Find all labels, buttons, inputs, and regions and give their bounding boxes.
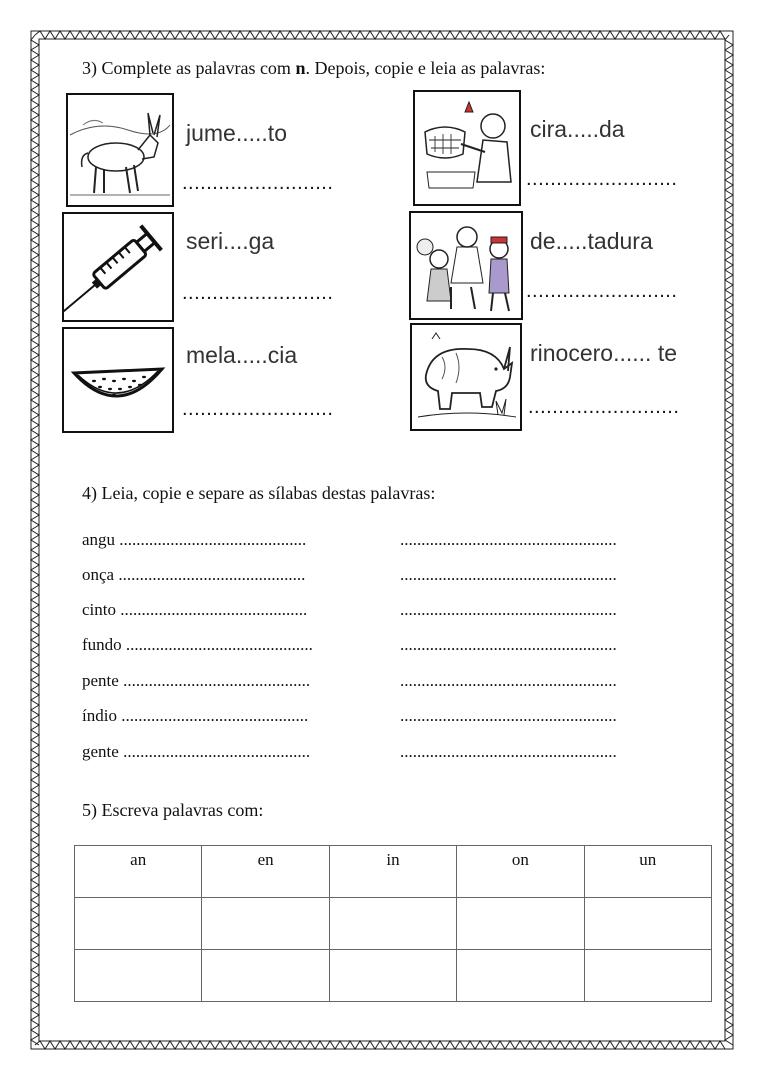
question-3-title [82,58,545,79]
table-header-cell: in [329,846,456,898]
table-row [75,898,712,950]
question-3-bold-letter: n [295,58,306,78]
table-cell[interactable] [457,898,584,950]
watermelon-picture [62,327,174,433]
answer-line: ......................... [526,168,678,190]
answer-line: ......................... [526,280,678,302]
syllable-row-left: angu ............................................ [82,530,307,549]
table-header-row [75,846,712,898]
syllable-row-left: pente ............................................ [82,671,311,690]
word-ciranda: cira.....da [530,116,625,142]
syllable-row-left: gente ............................................ [82,742,311,761]
word-seringa: seri....ga [186,228,275,254]
answer-line: ......................... [182,398,334,420]
answer-line: ......................... [182,172,334,194]
answer-line: ......................... [182,282,334,304]
dentist-picture [413,90,521,206]
syllable-row-right: ................................................... [400,565,617,584]
syllable-row-right: ................................................... [400,600,617,619]
table-header-cell: an [75,846,202,898]
syllable-row-left: fundo ............................................ [82,635,313,654]
syllable-row-right: ................................................... [400,742,617,761]
children-picture [409,211,523,320]
question-4-title: 4) Leia, copie e separe as sílabas destas palavras: [82,483,436,503]
syringe-picture [62,212,174,322]
table-row [75,950,712,1002]
syllable-row-left: índio ............................................ [82,706,309,725]
rhinoceros-picture [410,323,522,431]
table-header-cell: on [457,846,584,898]
table-cell[interactable] [584,950,711,1002]
words-table [74,845,712,1002]
donkey-picture [66,93,174,207]
question-5-title: 5) Escreva palavras com: [82,800,264,820]
word-melancia: mela.....cia [186,342,298,368]
word-jumento: jume.....to [186,120,287,146]
syllable-row-left: onça ............................................ [82,565,306,584]
table-header-cell: un [584,846,711,898]
syllable-row-left: cinto ............................................ [82,600,308,619]
question-3-text: 3) Complete as palavras com [82,58,296,78]
syllable-row-right: ................................................... [400,671,617,690]
table-cell[interactable] [202,950,329,1002]
answer-line: ......................... [528,396,680,418]
syllable-row-right: ................................................... [400,635,617,654]
table-cell[interactable] [329,898,456,950]
word-rinoceronte: rinocero...... te [530,340,678,366]
question-3-text-end: . Depois, copie e leia as palavras: [305,58,546,78]
word-dentadura: de.....tadura [530,228,653,254]
table-cell[interactable] [75,898,202,950]
syllable-row-right: ................................................... [400,530,617,549]
table-cell[interactable] [329,950,456,1002]
syllable-row-right: ................................................... [400,706,617,725]
table-cell[interactable] [584,898,711,950]
table-cell[interactable] [75,950,202,1002]
table-cell[interactable] [457,950,584,1002]
table-header-cell: en [202,846,329,898]
table-cell[interactable] [202,898,329,950]
